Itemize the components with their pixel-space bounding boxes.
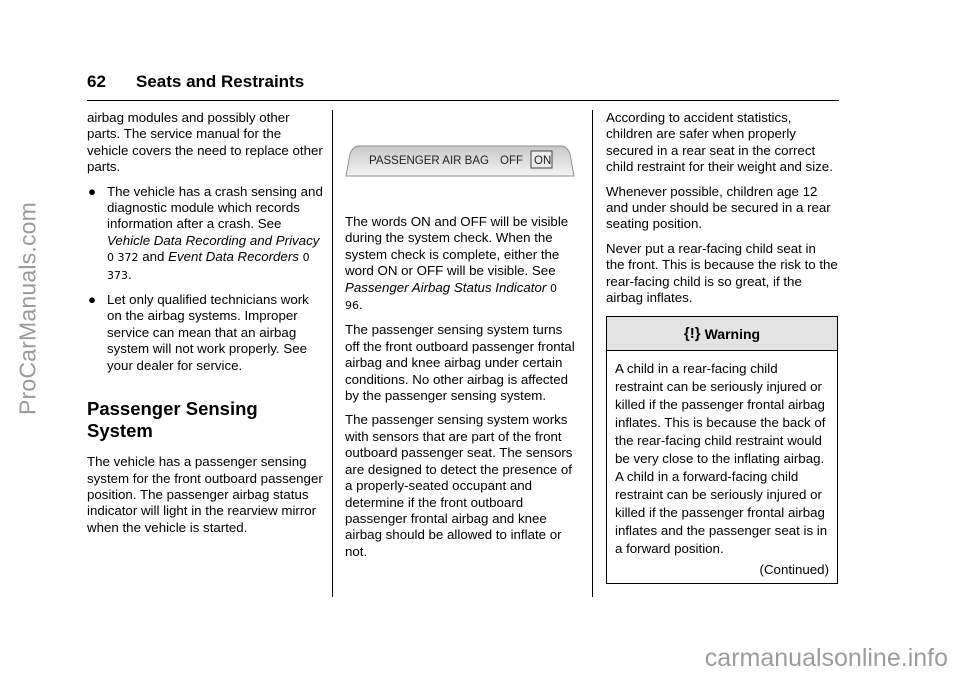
indicator-label: PASSENGER AIR BAG — [369, 155, 489, 167]
bullet-end: . — [128, 266, 132, 282]
bullet-crash-module — [87, 184, 323, 284]
continued-label: (Continued) — [759, 562, 829, 578]
paragraph — [345, 214, 577, 314]
section-heading: Passenger Sensing System — [87, 398, 258, 442]
warning-body — [607, 351, 837, 583]
page-ref-373[interactable]: 0 373 — [107, 251, 310, 282]
page-ref-372[interactable]: 0 372 — [107, 251, 139, 265]
warning-title: Warning — [704, 325, 761, 342]
warning-icon: {!} — [683, 324, 701, 342]
passenger-airbag-indicator — [345, 142, 575, 182]
section-title: Seats and Restraints — [136, 72, 305, 91]
warning-box — [606, 316, 838, 584]
indicator-off: OFF — [500, 155, 523, 167]
paragraph-end: . — [359, 297, 363, 313]
paragraph: The passenger sensing system works with sensors that are part of the front outboard passenger seat. The sensors are designed to detect the presence of a properly-seated occupant and determine if the front outboard passenger frontal airbag and knee airbag should be allowed to inflate or not. — [345, 412, 573, 559]
bullet-qualified-technicians — [87, 292, 323, 374]
paragraph: Whenever possible, children age 12 and under should be secured in a rear seating position. — [606, 183, 831, 232]
paragraph: According to accident statistics, children are safer when properly secured in a rear seat in the correct child restraint for their weight and size. — [606, 110, 833, 175]
link-vehicle-data-recording[interactable]: Vehicle Data Recording and Privacy — [107, 232, 320, 248]
link-event-data-recorders[interactable]: Event Data Recorders — [168, 249, 299, 265]
page-header — [87, 70, 839, 101]
bullet-text: The vehicle has a crash sensing and diagnostic module which records information after a crash. See — [107, 183, 323, 232]
column-2-text — [345, 214, 577, 568]
page-number: 62 — [87, 72, 106, 91]
warning-text: A child in a rear-facing child restraint can be seriously injured or killed if the passenger frontal airbag inflates. This is because the back of the rear-facing child restraint would be very close to the inflating airbag. A child in a forward-facing child restraint can be seriously injured or killed if the passenger frontal airbag inflates and the passenger seat is in a forward position. — [615, 361, 828, 557]
column-divider — [332, 110, 333, 597]
paragraph-text: The words ON and OFF will be visible during the system check. When the system check is complete, either the word ON or OFF will be visible. See — [345, 214, 569, 279]
bullet-icon: ● — [88, 292, 97, 308]
side-watermark: ProCarManuals.com — [14, 201, 41, 416]
bullet-and: and — [138, 249, 169, 265]
link-passenger-airbag-status[interactable]: Passenger Airbag Status Indicator — [345, 279, 547, 295]
continued-bullet-text: airbag modules and possibly other parts. The service manual for the vehicle covers the need to replace other parts. — [87, 110, 323, 175]
column-divider — [592, 110, 593, 597]
paragraph: The passenger sensing system turns off the front outboard passenger frontal airbag and knee airbag under certain conditions. No other airbag is affected by the passenger sensing system. — [345, 322, 575, 404]
paragraph: Never put a rear-facing child seat in the front. This is because the risk to the rear-facing child is so great, if the airbag inflates. — [606, 240, 838, 306]
indicator-on: ON — [534, 155, 552, 167]
column-1 — [87, 110, 323, 544]
bullet-text: Let only qualified technicians work on the airbag systems. Improper service can mean that an airbag system will not work properly. See your dealer for service. — [107, 292, 309, 373]
paragraph: The vehicle has a passenger sensing system for the front outboard passenger position. The passenger airbag status indicator will light in the rearview mirror when the vehicle is started. — [87, 454, 323, 535]
page-ref-96[interactable]: 0 96 — [345, 281, 557, 313]
warning-header — [607, 317, 837, 351]
bottom-watermark: carmanualsonline.info — [704, 644, 948, 672]
bullet-icon: ● — [88, 183, 97, 199]
column-3 — [606, 110, 838, 584]
